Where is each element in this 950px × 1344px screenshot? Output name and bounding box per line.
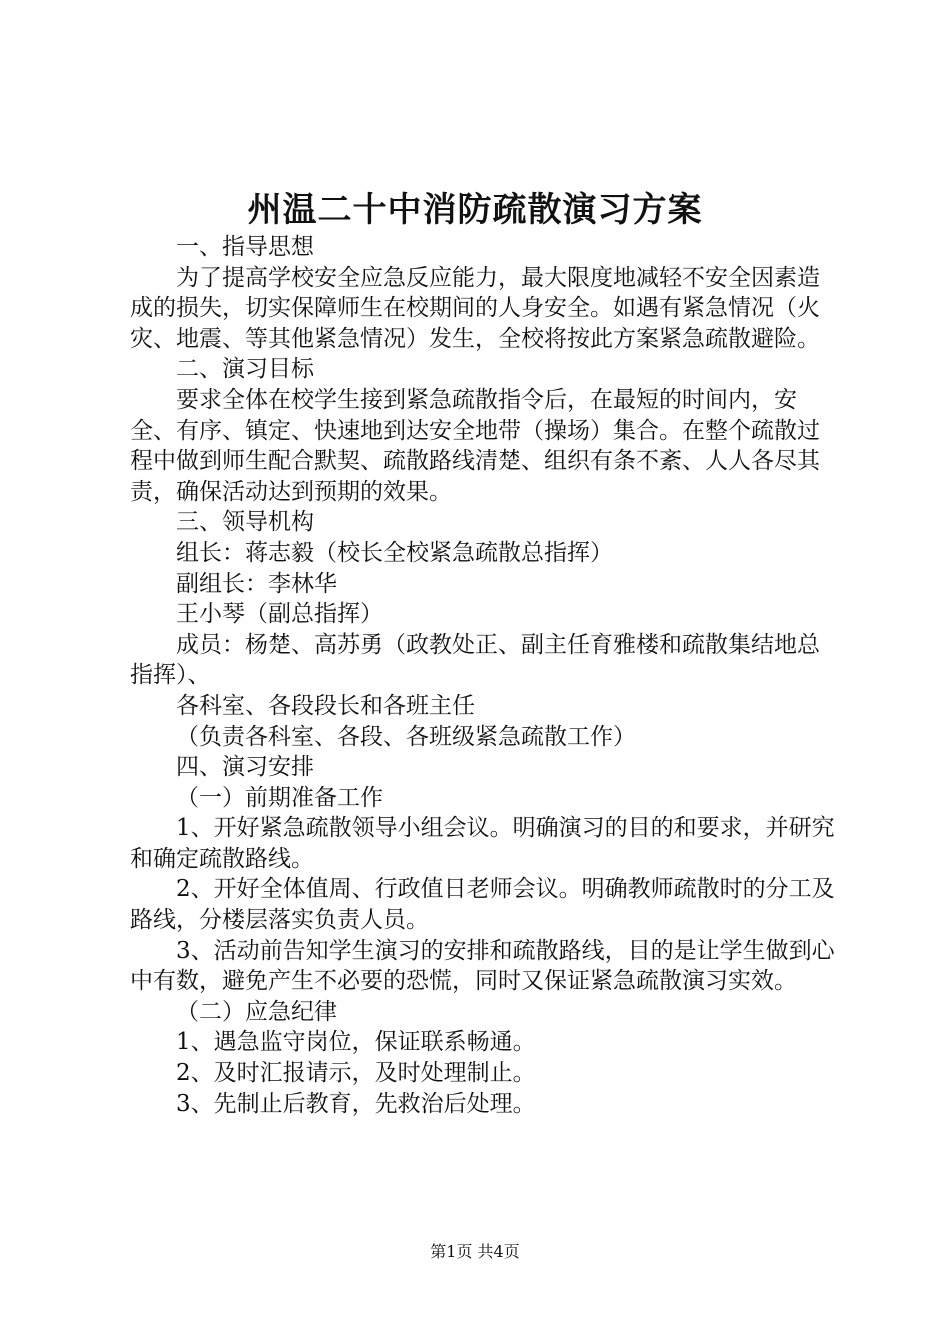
page-footer: 第1页 共4页 xyxy=(430,1242,520,1261)
paragraph-member-duties: （负责各科室、各段、各班级紧急疏散工作） xyxy=(176,723,636,750)
paragraph-team-leader: 组长：蒋志毅（校长全校紧急疏散总指挥） xyxy=(176,539,613,566)
section-heading-leadership: 三、领导机构 xyxy=(176,509,314,536)
list-item-discipline-1: 1、遇急监守岗位，保证联系畅通。 xyxy=(176,1029,536,1056)
document-body xyxy=(130,232,842,1119)
paragraph-member-groups: 各科室、各段段长和各班主任 xyxy=(176,692,475,719)
list-item-preparation-2: 2、开好全体值周、行政值日老师会议。明确教师疏散时的分工及路线，分楼层落实负责人员。 xyxy=(130,876,835,934)
paragraph-members: 成员：杨楚、高苏勇（政教处正、副主任育雅楼和疏散集结地总指挥）、 xyxy=(130,631,820,689)
paragraph-deputy-commander: 王小琴（副总指挥） xyxy=(176,601,383,628)
list-item-preparation-1: 1、开好紧急疏散领导小组会议。明确演习的目的和要求，并研究和确定疏散路线。 xyxy=(130,815,835,872)
section-heading-guiding-idea: 一、指导思想 xyxy=(176,234,314,260)
subheading-emergency-discipline: （二）应急纪律 xyxy=(176,998,337,1025)
paragraph-guiding-idea: 为了提高学校安全应急反应能力，最大限度地减轻不安全因素造成的损失，切实保障师生在校期间的人身安全。如遇有紧急情况（火灾、地震、等其他紧急情况）发生，全校将按此方案紧急疏散避险。 xyxy=(130,264,820,352)
section-heading-drill-goal: 二、演习目标 xyxy=(176,356,314,383)
list-item-discipline-2: 2、及时汇报请示，及时处理制止。 xyxy=(176,1060,536,1087)
subheading-preparation: （一）前期准备工作 xyxy=(176,784,383,811)
section-heading-drill-arrangement: 四、演习安排 xyxy=(176,754,314,781)
list-item-discipline-3: 3、先制止后教育，先救治后处理。 xyxy=(176,1090,536,1117)
list-item-preparation-3: 3、活动前告知学生演习的安排和疏散路线，目的是让学生做到心中有数，避免产生不必要的恐慌，同时又保证紧急疏散演习实效。 xyxy=(130,937,835,995)
document-title: 州温二十中消防疏散演习方案 xyxy=(247,190,703,230)
paragraph-drill-goal: 要求全体在校学生接到紧急疏散指令后，在最短的时间内，安全、有序、镇定、快速地到达安全地带（操场）集合。在整个疏散过程中做到师生配合默契、疏散路线清楚、组织有条不紊、人人各尽其责，确保活动达到预期的效果。 xyxy=(130,386,820,505)
paragraph-deputy-leader: 副组长：李林华 xyxy=(176,570,337,597)
